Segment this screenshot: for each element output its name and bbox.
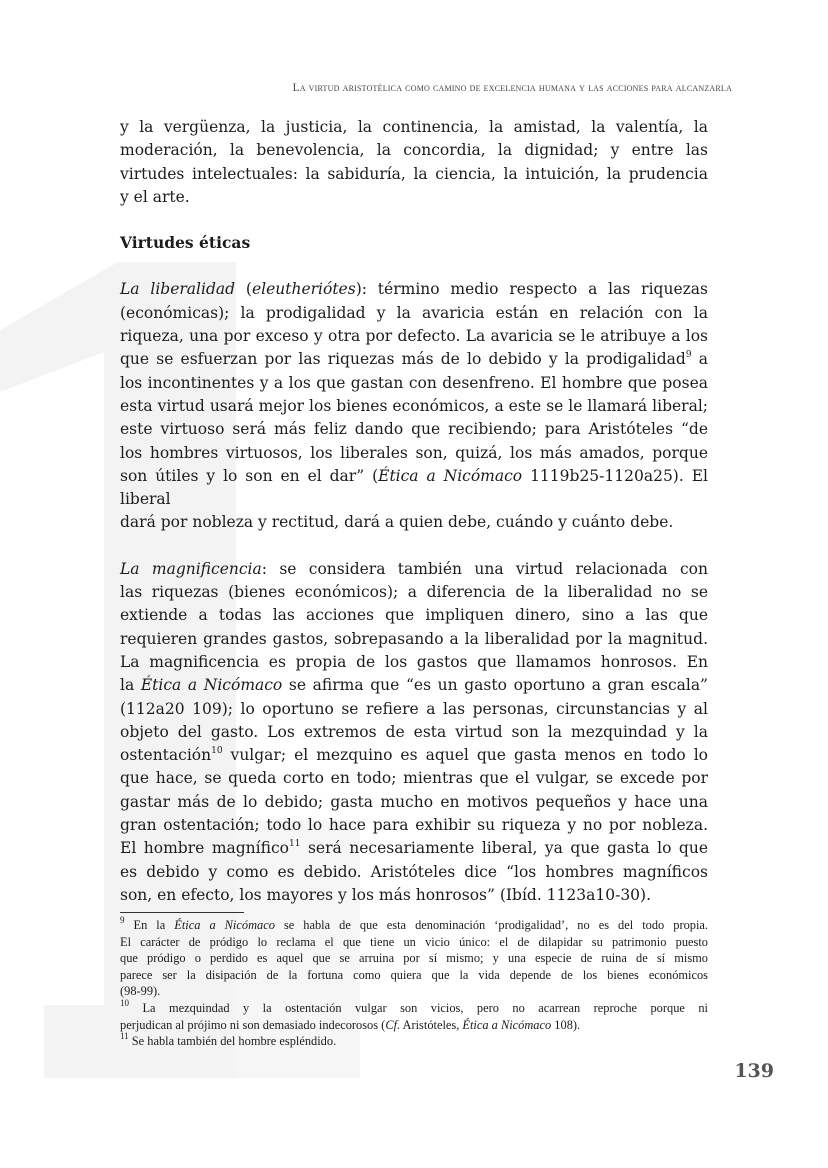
footnote-ref-11[interactable]: 11 (288, 839, 301, 850)
work-title: Ética a Nicómaco (462, 1017, 552, 1032)
footnote-line: (98-99). (120, 984, 161, 999)
text-line: los hombres virtuosos, los liberales son, quizá, los más amados, porque (120, 443, 708, 462)
body-text (120, 116, 708, 907)
running-header: La virtud aristotélica como camino de excelencia humana y las acciones para alcanzarla (292, 82, 732, 94)
magnificencia-paragraph (120, 558, 708, 907)
text-line: que se esfuerzan por las riquezas más de lo debido y la prodigalidad$^9$ a (120, 350, 709, 369)
footnote-10 (120, 997, 708, 1033)
text-line: requieren grandes gastos, sobrepasando a la liberalidad por la magnitud. (120, 629, 708, 648)
text-line: La magnificencia: se considera también una virtud relacionada con (120, 559, 708, 578)
footnote-mark: 10 (120, 997, 129, 1008)
text-line: (112a20 109); lo oportuno se refiere a las personas, circunstancias y al (120, 699, 708, 718)
text-line: riqueza, una por exceso y otra por defecto. La avaricia se le atribuye a los (120, 327, 708, 346)
greek-term: eleutheriótes (251, 280, 356, 299)
liberalidad-paragraph (120, 278, 708, 534)
text-line: son, en efecto, los mayores y los más honrosos” (Ibíd. 1123a10-30). (120, 885, 652, 904)
footnote-mark: 9 (120, 914, 125, 925)
work-title: Ética a Nicómaco (174, 918, 275, 932)
text-line: son útiles y lo son en el dar” (Ética a Nicómaco 1119b25-1120a25). El liberal (120, 466, 708, 509)
text-line: La liberalidad (eleutheriótes): término medio respecto a las riquezas (120, 280, 708, 299)
text-line: dará por nobleza y rectitud, dará a quien debe, cuándo y cuánto debe. (120, 513, 674, 532)
text-line: esta virtud usará mejor los bienes económicos, a este se le llamará liberal; (120, 396, 708, 415)
footnote-11 (120, 1033, 708, 1050)
footnote-line: El carácter de pródigo lo reclama el que tiene un vicio único: el de dilapidar su patrimonio puesto (120, 934, 708, 949)
text-line: moderación, la benevolencia, la concordia, la dignidad; y entre las (120, 141, 708, 160)
text-line: El hombre magnífico$^{11}$ será necesariamente liberal, ya que gasta lo que (120, 839, 708, 858)
text-line: gran ostentación; todo lo hace para exhibir su riqueza y no por nobleza. (120, 816, 708, 835)
footnote-ref-9[interactable]: 9 (685, 350, 692, 361)
section-heading: Virtudes éticas (120, 233, 251, 253)
footnote-line: $^{11}$ Se habla también del hombre espléndido. (120, 1031, 337, 1049)
intro-paragraph (120, 116, 708, 209)
text-line: que hace, se queda corto en todo; mientras que el vulgar, se excede por (120, 769, 708, 788)
text-line: las riquezas (bienes económicos); a diferencia de la liberalidad no se (120, 583, 708, 602)
text-line: extiende a todas las acciones que impliquen dinero, sino a las que (120, 606, 708, 625)
footnote-line: perjudican al prójimo ni son demasiado indecorosos (Cf. Aristóteles, Ética a Nicómaco 108). (120, 1017, 581, 1032)
text-line: este virtuoso será más feliz dando que recibiendo; para Aristóteles “de (120, 420, 708, 439)
text-line: virtudes intelectuales: la sabiduría, la ciencia, la intuición, la prudencia (120, 164, 708, 183)
footnote-9 (120, 914, 709, 1000)
footnote-divider (120, 912, 244, 913)
text-line: y el arte. (120, 187, 190, 206)
footnotes (120, 914, 709, 1050)
text-line: y la vergüenza, la justicia, la continencia, la amistad, la valentía, la (120, 118, 708, 136)
term: La liberalidad (120, 280, 236, 299)
page-number: 139 (734, 1060, 774, 1082)
text-line: los incontinentes y a los que gastan con desenfreno. El hombre que posea (120, 373, 708, 392)
text-line: es debido y como es debido. Aristóteles dice “los hombres magníficos (120, 862, 708, 881)
footnote-line: parece ser la disipación de la fortuna como quiera que la vida depende de los bienes económicos (120, 967, 708, 982)
text-line: la Ética a Nicómaco se afirma que “es un gasto oportuno a gran escala” (120, 676, 708, 695)
term: La magnificencia (120, 559, 262, 578)
text-line: (económicas); la prodigalidad y la avaricia están en relación con la (120, 303, 708, 322)
footnote-line: $^9$ En la Ética a Nicómaco se habla de que esta denominación ‘prodigalidad’, no es del todo propia. (120, 914, 709, 932)
footnote-mark: 11 (120, 1031, 129, 1042)
footnote-ref-10[interactable]: 10 (211, 745, 223, 756)
text-line: La magnificencia es propia de los gastos que llamamos honrosos. En (120, 652, 708, 671)
text-line: gastar más de lo debido; gasta mucho en motivos pequeños y hace una (120, 792, 708, 811)
work-title: Ética a Nicómaco (378, 466, 523, 485)
footnote-line: que pródigo o perdido es aquel que se arruina por sí mismo; y una especie de ruina de sí mismo (120, 951, 708, 966)
work-title: Ética a Nicómaco (140, 676, 283, 695)
footnote-line: $^{10}$ La mezquindad y la ostentación vulgar son vicios, pero no acarrean reproche porque ni (120, 997, 708, 1015)
text-line: objeto del gasto. Los extremos de esta virtud son la mezquindad y la (120, 722, 708, 741)
text-line: ostentación$^{10}$ vulgar; el mezquino es aquel que gasta menos en todo lo (120, 745, 708, 765)
